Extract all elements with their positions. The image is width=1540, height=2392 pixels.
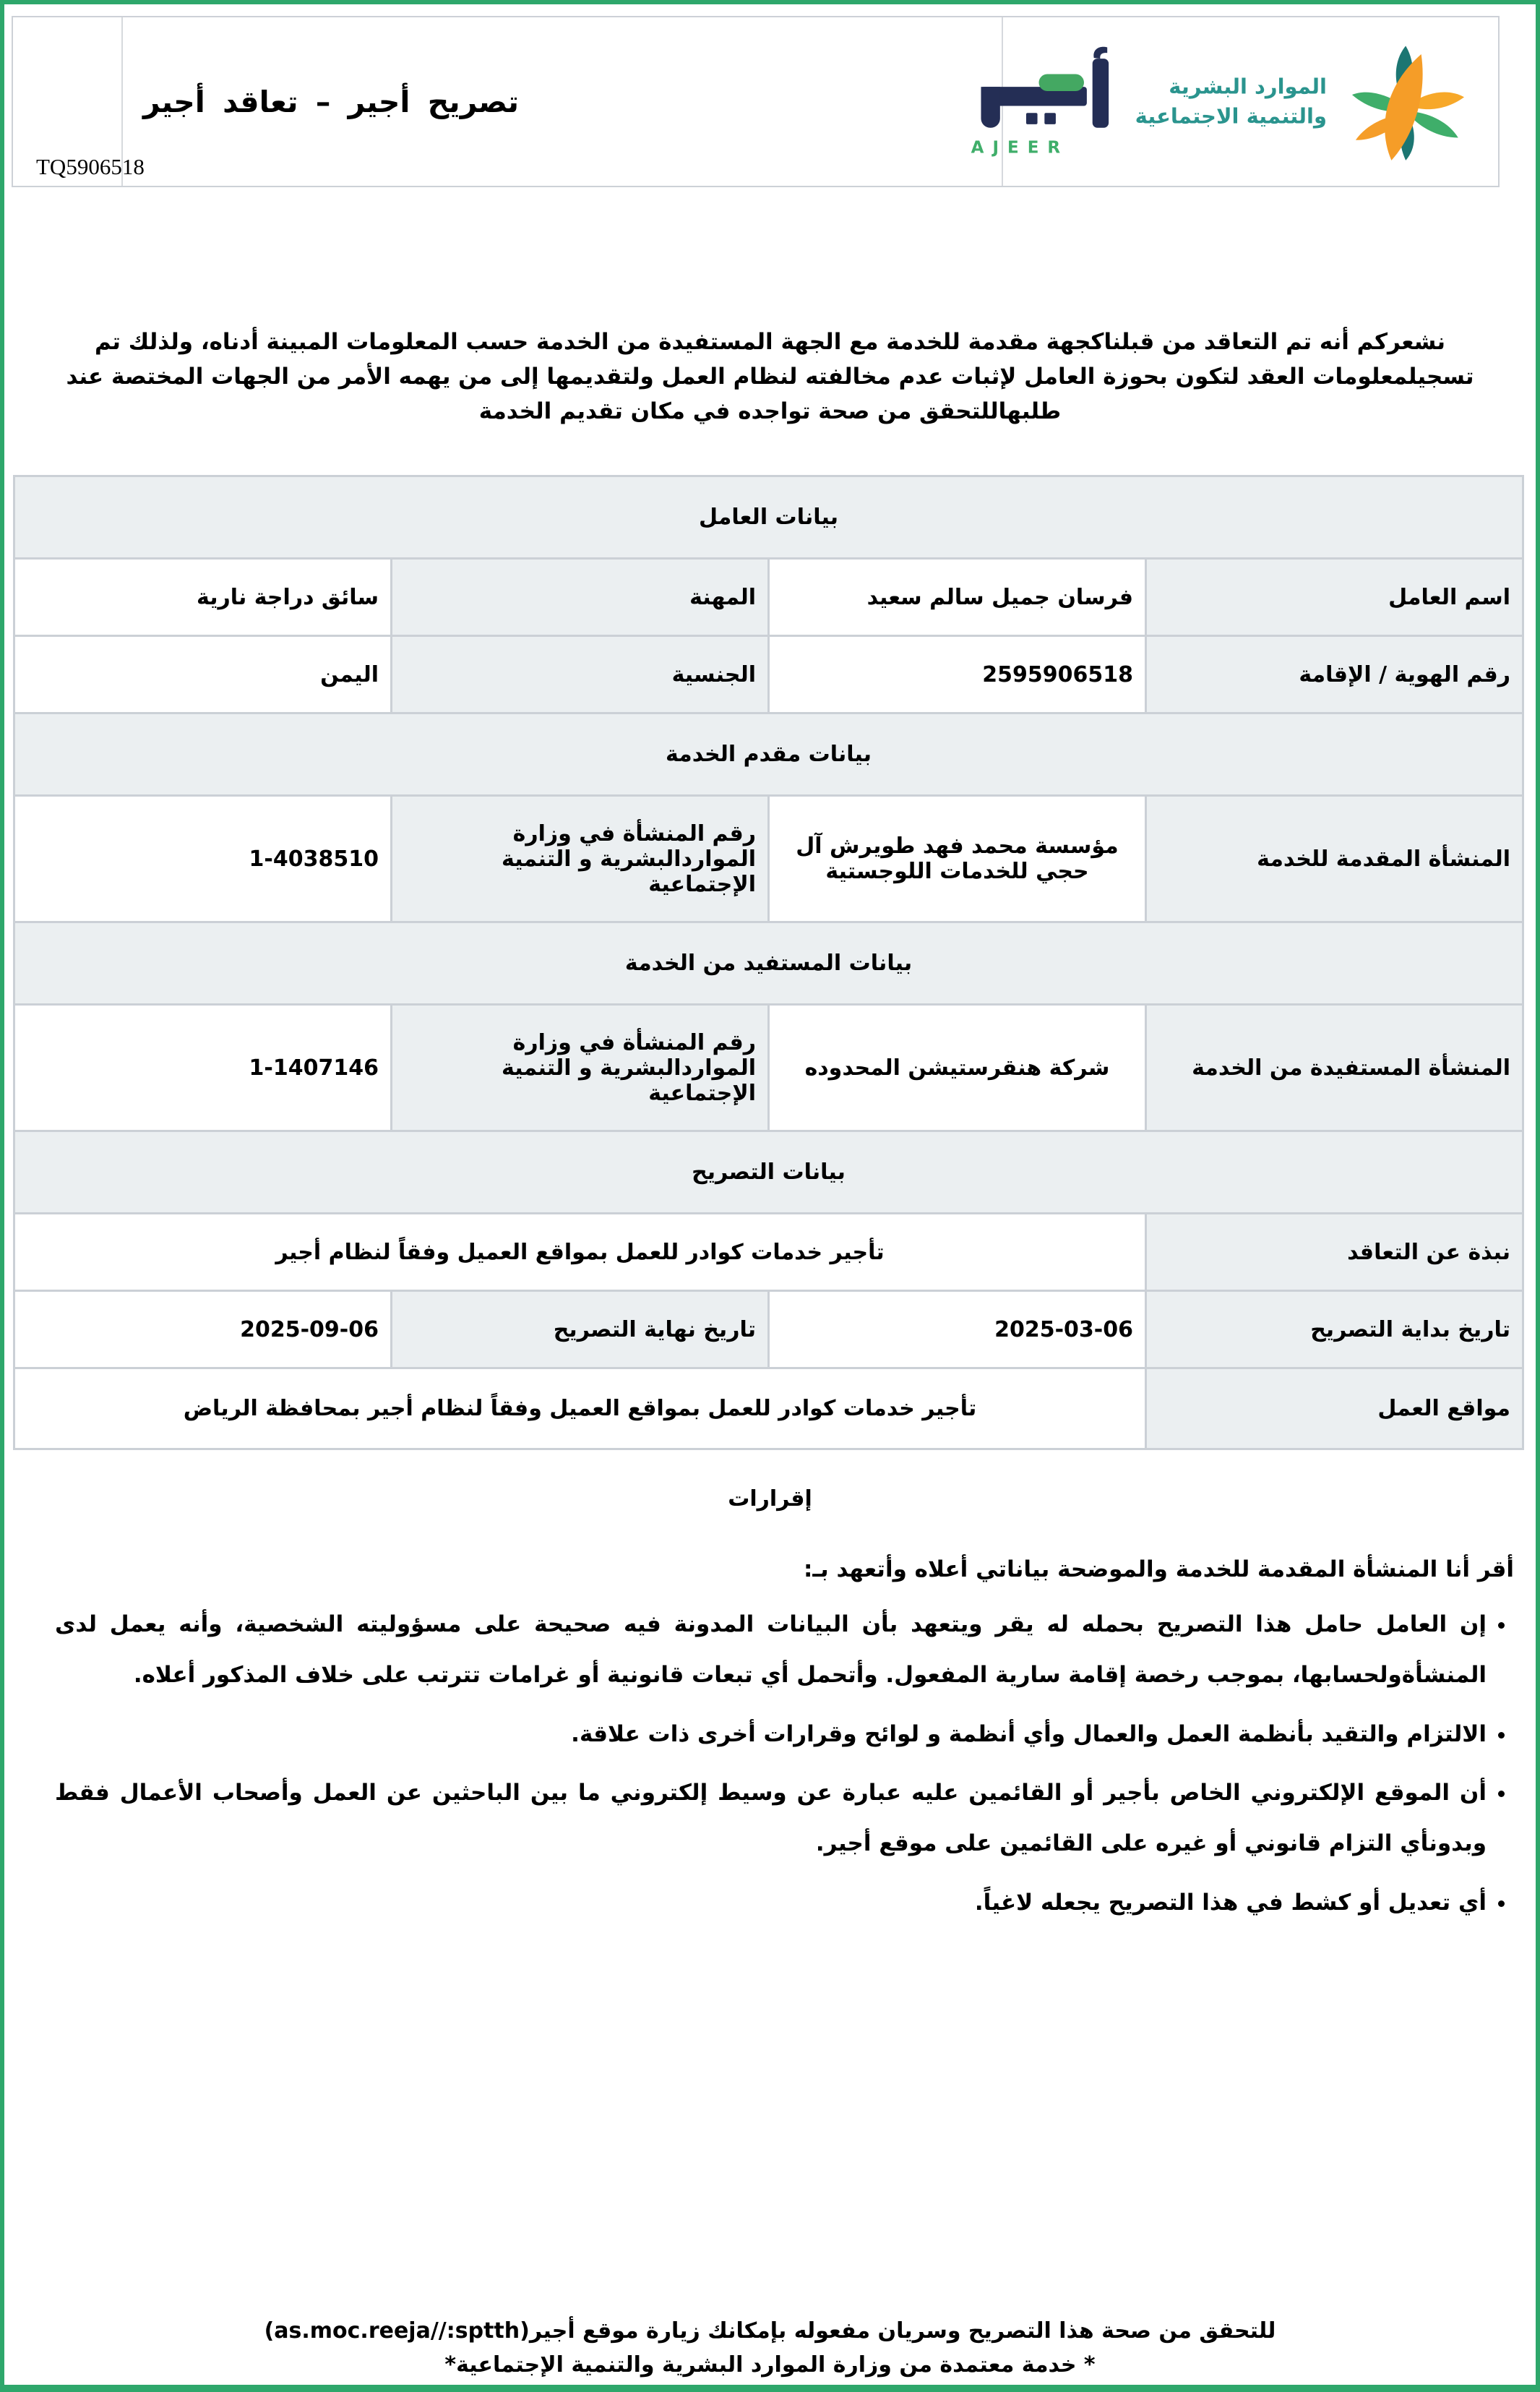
declaration-item: • أن الموقع الإلكتروني الخاص بأجير أو القائمين عليه عبارة عن وسيط إلكتروني ما بين الباحثين عن العمل وأصحاب الأعمال فقط وبدونأي التزام قانوني أو غيره على القائمين على موقع أجير. xyxy=(55,1768,1487,1869)
beneficiary-establishment-value: شركة هنقرستيشن المحدوده xyxy=(769,1005,1146,1131)
contract-summary-label: نبذة عن التعاقد xyxy=(1146,1214,1523,1291)
ministry-name-line1: الموارد البشرية xyxy=(1169,74,1327,99)
work-locations-label: مواقع العمل xyxy=(1146,1368,1523,1449)
table-row xyxy=(14,1005,1523,1131)
contract-summary-value: تأجير خدمات كوادر للعمل بمواقع العميل وفقاً لنظام أجير xyxy=(14,1214,1146,1291)
profession-label: المهنة xyxy=(392,559,769,636)
section-header-provider xyxy=(14,713,1523,796)
ministry-emblem-icon xyxy=(1348,42,1468,161)
nationality-value: اليمن xyxy=(14,636,392,713)
table-row xyxy=(14,1214,1523,1291)
page-title: تصريح أجير – تعاقد أجير xyxy=(143,84,519,119)
intro-paragraph: نشعركم أنه تم التعاقد من قبلناكجهة مقدمة للخدمة مع الجهة المستفيدة من الخدمة حسب المعلومات المبينة أدناه، ولذلك تم تسجيلمعلومات العقد لتكون بحوزة العامل لإثبات عدم مخالفته لنظام العمل ولتقديمها إلى من يهمه الأمر من الجهات المختصة عند طلبهاللتحقق من صحة تواجده في مكان تقديم الخدمة xyxy=(66,329,1474,425)
ministry-name-line2: والتنمية الاجتماعية xyxy=(1135,103,1327,129)
declarations-title: إقرارات xyxy=(728,1486,812,1512)
declaration-item: • إن العامل حامل هذا التصريح بحمله له يقر ويتعهد بأن البيانات المدونة فيه صحيحة على مسؤوليته الشخصية، وأنه يعمل لدى المنشأةولحسابها، بموجب رخصة إقامة سارية المفعول. وأتحمل أي تبعات قانونية أو غرامات تترتب على خلاف المذكور أعلاه. xyxy=(55,1600,1487,1701)
beneficiary-number-value: 1-1407146 xyxy=(14,1005,392,1131)
beneficiary-number-label: رقم المنشأة في وزارة المواردالبشرية و التنمية الإجتماعية xyxy=(392,1005,769,1131)
start-date-label: تاريخ بداية التصريح xyxy=(1146,1291,1523,1368)
beneficiary-section-title: بيانات المستفيد من الخدمة xyxy=(14,922,1523,1005)
header-logos xyxy=(965,42,1468,161)
footer-verify-url: (as.moc.reeja//:sptth) xyxy=(264,2318,530,2344)
declaration-item: • أي تعديل أو كشط في هذا التصريح يجعله لاغياً. xyxy=(55,1878,1487,1929)
provider-number-value: 1-4038510 xyxy=(14,796,392,922)
nationality-label: الجنسية xyxy=(392,636,769,713)
table-row xyxy=(14,559,1523,636)
ajeer-logo-latin-text: AJEER xyxy=(971,138,1070,158)
provider-establishment-value: مؤسسة محمد فهد طويرش آل حجي للخدمات اللوجستية xyxy=(769,796,1146,922)
end-date-value: 2025-09-06 xyxy=(14,1291,392,1368)
beneficiary-establishment-label: المنشأة المستفيدة من الخدمة xyxy=(1146,1005,1523,1131)
table-row xyxy=(14,636,1523,713)
table-row xyxy=(14,1368,1523,1449)
ajeer-logo xyxy=(965,46,1114,158)
document-header xyxy=(12,16,1500,187)
declarations-list xyxy=(55,1600,1511,1929)
permit-section-title: بيانات التصريح xyxy=(14,1131,1523,1214)
start-date-value: 2025-03-06 xyxy=(769,1291,1146,1368)
table-row xyxy=(14,1291,1523,1368)
id-number-value: 2595906518 xyxy=(769,636,1146,713)
ajeer-wordmark-icon xyxy=(965,46,1114,134)
footer-approved-line: * خدمة معتمدة من وزارة الموارد البشرية والتنمية الإجتماعية* xyxy=(444,2352,1096,2378)
provider-number-label: رقم المنشأة في وزارة المواردالبشرية و التنمية الإجتماعية xyxy=(392,796,769,922)
end-date-label: تاريخ نهاية التصريح xyxy=(392,1291,769,1368)
id-number-label: رقم الهوية / الإقامة xyxy=(1146,636,1523,713)
permit-reference-number: TQ5906518 xyxy=(36,154,145,179)
section-header-permit xyxy=(14,1131,1523,1214)
provider-section-title: بيانات مقدم الخدمة xyxy=(14,713,1523,796)
section-header-worker xyxy=(14,476,1523,559)
worker-name-value: فرسان جميل سالم سعيد xyxy=(769,559,1146,636)
footer-verify-line xyxy=(4,2318,1536,2344)
profession-value: سائق دراجة نارية xyxy=(14,559,392,636)
provider-establishment-label: المنشأة المقدمة للخدمة xyxy=(1146,796,1523,922)
declaration-item: • الالتزام والتقيد بأنظمة العمل والعمال وأي أنظمة و لوائح وقرارات أخرى ذات علاقة. xyxy=(55,1710,1487,1760)
worker-name-label: اسم العامل xyxy=(1146,559,1523,636)
table-row xyxy=(14,796,1523,922)
ministry-logo-text xyxy=(1135,72,1327,131)
footer-verify-text: للتحقق من صحة هذا التصريح وسريان مفعوله بإمكانك زيارة موقع أجير xyxy=(529,2318,1276,2344)
declarations-intro: أقر أنا المنشأة المقدمة للخدمة والموضحة بياناتي أعلاه وأتعهد بـ: xyxy=(804,1556,1514,1583)
section-header-beneficiary xyxy=(14,922,1523,1005)
work-locations-value: تأجير خدمات كوادر للعمل بمواقع العميل وفقاً لنظام أجير بمحافظة الرياض xyxy=(14,1368,1146,1449)
permit-table xyxy=(13,475,1524,1450)
worker-section-title: بيانات العامل xyxy=(14,476,1523,559)
document-footer xyxy=(4,2318,1536,2378)
